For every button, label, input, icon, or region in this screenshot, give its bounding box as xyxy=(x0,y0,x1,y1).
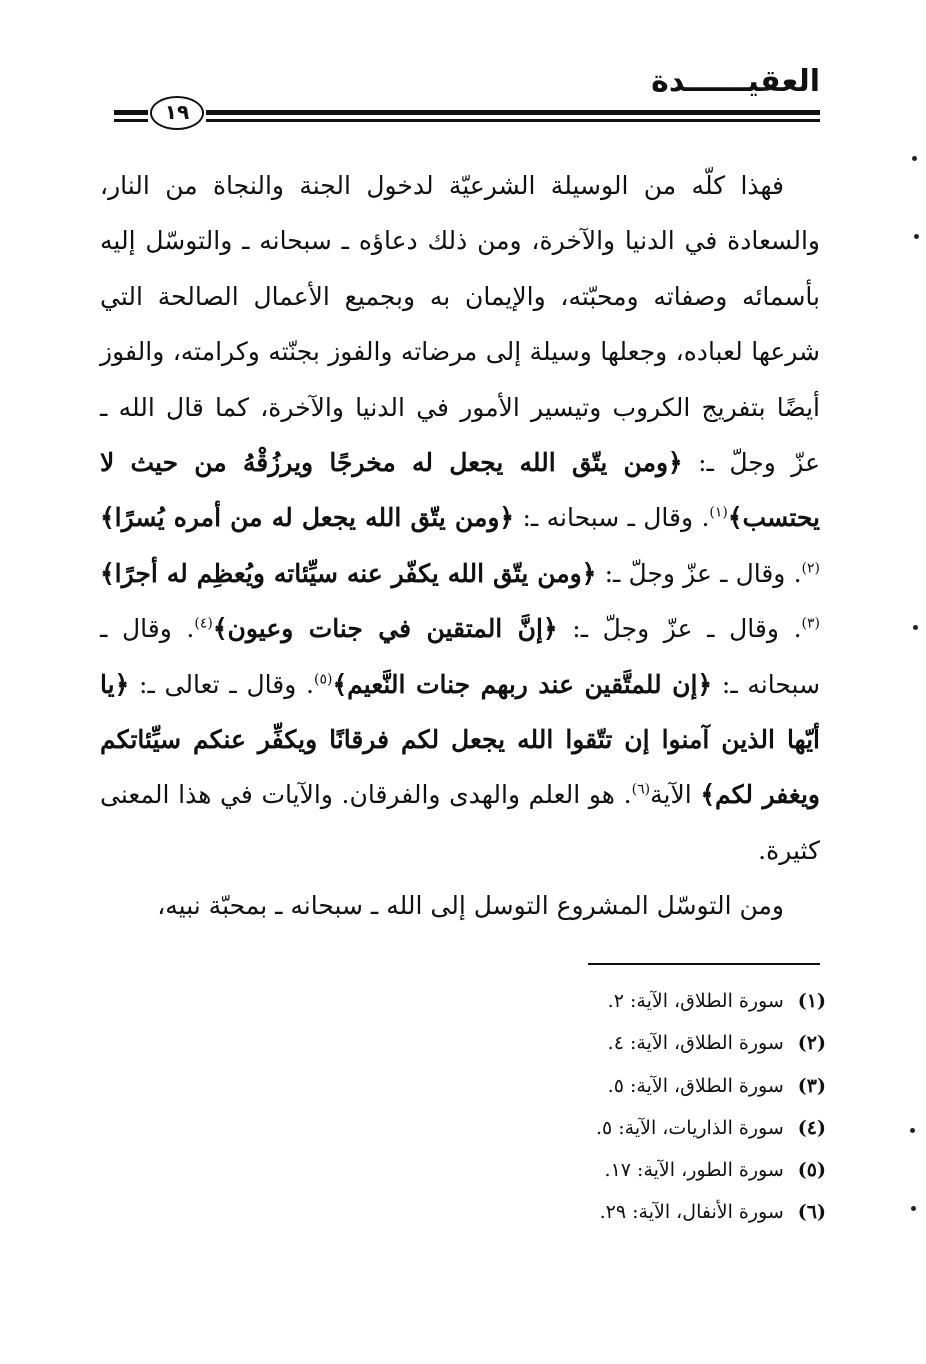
text-run: . وقال ـ سبحانه ـ: xyxy=(522,503,710,533)
footnote-number: (٥) xyxy=(797,1159,826,1182)
footnote-text: سورة الطلاق، الآية: ٢. xyxy=(607,990,784,1012)
footnote-ref: (٥) xyxy=(314,671,333,688)
footnote-item xyxy=(100,1107,826,1149)
scan-speck xyxy=(912,156,917,161)
footnote-ref: (٤) xyxy=(194,615,213,632)
paragraph xyxy=(100,158,820,878)
footnote-separator xyxy=(588,963,820,965)
quran-verse: ﴿ومن يتّق الله يكفّر عنه سيِّئاته ويُعظِم له أجرًا﴾ xyxy=(100,558,597,588)
footnote-text: سورة الطور، الآية: ١٧. xyxy=(604,1159,784,1182)
footnote-text: سورة الطلاق، الآية: ٥. xyxy=(607,1074,784,1097)
quran-verse: ﴿يا أيّها الذين آمنوا إن تتّقوا الله يجعل لكم فرقانًا ويكفِّر عنكم سيِّئاتكم ويغفر لكم﴾ xyxy=(100,669,820,810)
scan-speck xyxy=(910,1128,915,1133)
text-run: . وقال ـ سبحانه ـ: xyxy=(100,614,821,699)
paragraph: ومن التوسّل المشروع التوسل إلى الله ـ سبحانه ـ بمحبّة نبيه، xyxy=(157,891,784,921)
footnote-text: سورة الأنفال، الآية: ٢٩. xyxy=(599,1201,784,1224)
footnote-ref: (٣) xyxy=(801,615,820,632)
text-run: . وقال ـ تعالى ـ: xyxy=(139,669,315,699)
footnote-number: (٦) xyxy=(797,1201,826,1224)
footnote-number: (١) xyxy=(797,990,826,1012)
footnote-number: (٤) xyxy=(797,1116,826,1139)
footnote-item xyxy=(100,980,826,1022)
text-run: . هو العلم والهدى والفرقان. والآيات في هذا المعنى كثيرة. xyxy=(100,780,820,865)
quran-verse: ﴿ومن يتّق الله يجعل له مخرجًا ويرزُقْهُ من حيث لا يحتسب﴾ xyxy=(100,448,821,533)
footnote-number: (٢) xyxy=(797,1032,826,1055)
header-rule xyxy=(206,110,820,122)
footnote-ref: (٢) xyxy=(801,560,820,577)
footnote-number: (٣) xyxy=(797,1074,826,1097)
footnote-text: سورة الطلاق، الآية: ٤. xyxy=(607,1032,784,1055)
quran-verse: ﴿إن للمتَّقين عند ربهم جنات النَّعيم﴾ xyxy=(332,669,713,699)
footnote-item xyxy=(100,1149,826,1191)
text-run: . وقال ـ عزّ وجلّ ـ: xyxy=(604,558,802,588)
footnote-item xyxy=(100,1191,826,1233)
page-number: ١٩ xyxy=(150,96,204,130)
quran-verse: ﴿إنَّ المتقين في جنات وعيون﴾ xyxy=(212,614,558,644)
header-rule-short xyxy=(114,110,148,122)
scan-speck xyxy=(913,625,918,630)
text-run: الآية xyxy=(650,780,692,810)
scan-speck xyxy=(914,234,919,239)
text-run: فهذا كلّه من الوسيلة الشرعيّة لدخول الجنة والنجاة من النار، والسعادة في الدنيا والآخرة، ومن ذلك دعاؤه ـ سبحانه ـ والتوسّل إليه بأسمائه وصفاته ومحبّته، والإيمان به وبجميع الأعمال الصالحة التي شرعها لعباده، وجعلها وسيلة إلى مرضاته والفوز بجنّته وكرامته، والفوز أيضًا بتفريج الكروب وتيسير الأمور في الدنيا والآخرة، كما قال الله ـ عزّ وجلّ ـ: xyxy=(100,171,820,478)
scan-speck xyxy=(911,1206,916,1211)
quran-verse: ﴿ومن يتّق الله يجعل له من أمره يُسرًا﴾ xyxy=(100,503,515,533)
running-header-title: العقيــــــدة xyxy=(651,64,820,99)
footnote-item xyxy=(100,1065,826,1107)
footnote-ref: (١) xyxy=(709,505,728,522)
footnote-text: سورة الذاريات، الآية: ٥. xyxy=(595,1116,784,1139)
footnotes-list xyxy=(100,980,826,1234)
footnote-ref: (٦) xyxy=(631,782,651,799)
footnote-item xyxy=(100,1022,826,1064)
text-run: . وقال ـ عزّ وجلّ ـ: xyxy=(572,614,802,644)
main-text xyxy=(100,158,820,934)
